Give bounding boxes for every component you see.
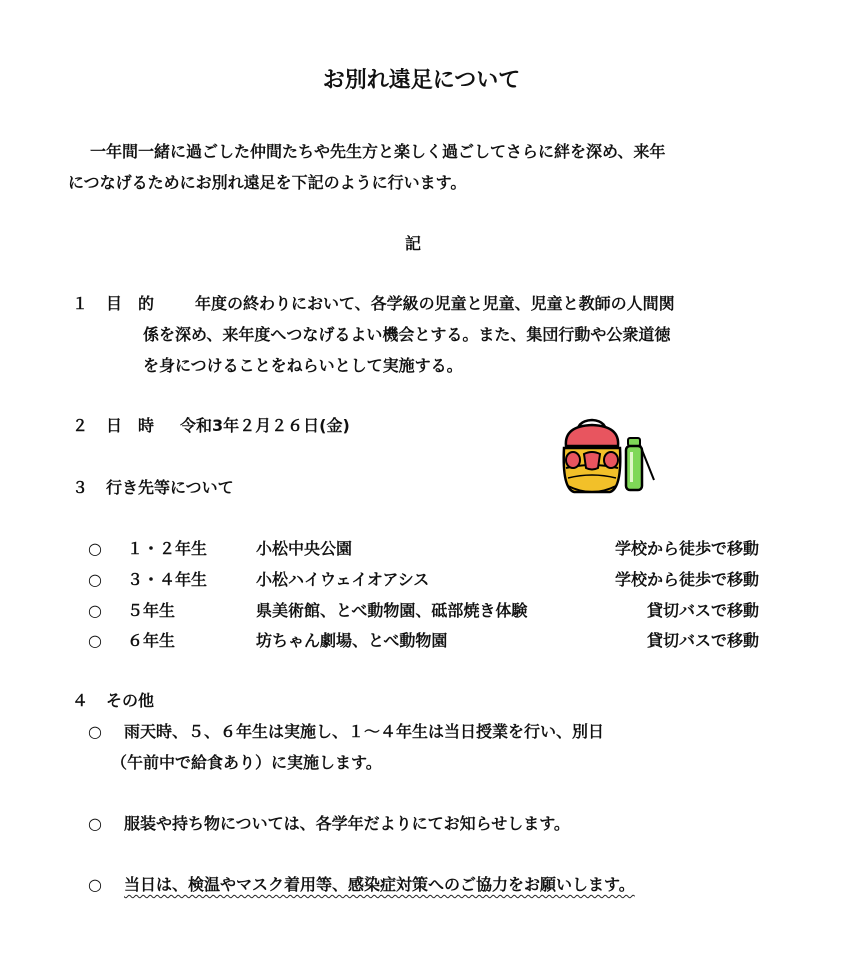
row-transport: 学校から徒歩で移動 xyxy=(614,539,759,558)
row-transport: 学校から徒歩で移動 xyxy=(614,570,759,589)
note-rain-line-2: （午前中で給食あり）に実施します。 xyxy=(111,753,382,772)
note-bullet: ○ xyxy=(88,814,102,833)
row-grade: ６年生 xyxy=(127,631,176,650)
intro-line-1: 一年間一緒に過ごした仲間たちや先生方と楽しく過ごしてさらに絆を深め、来年 xyxy=(90,142,666,161)
event-date: 令和3年２月２６日(金) xyxy=(180,416,350,435)
row-grade: ３・４年生 xyxy=(127,570,208,589)
row-bullet: ○ xyxy=(88,601,102,620)
section-number: ２ xyxy=(72,416,89,435)
section-label: その他 xyxy=(106,691,155,710)
section-label: 行き先等について xyxy=(106,478,234,497)
note-bullet: ○ xyxy=(88,875,102,894)
row-place: 坊ちゃん劇場、とべ動物園 xyxy=(256,631,448,650)
row-place: 小松ハイウェイオアシス xyxy=(256,570,430,589)
section-label: 日 時 xyxy=(106,416,155,435)
row-grade: １・２年生 xyxy=(127,539,208,558)
note-bullet: ○ xyxy=(88,722,102,741)
note-rain-line-1: 雨天時、５、６年生は実施し、１～４年生は当日授業を行い、別日 xyxy=(124,722,605,741)
row-bullet: ○ xyxy=(88,570,102,589)
note-infection-control: 当日は、検温やマスク着用等、感染症対策へのご協力をお願いします。 xyxy=(124,875,635,894)
row-place: 小松中央公園 xyxy=(256,539,353,558)
row-transport: 貸切バスで移動 xyxy=(646,601,759,620)
section-number: ３ xyxy=(72,478,89,497)
row-transport: 貸切バスで移動 xyxy=(646,631,759,650)
section-number: ４ xyxy=(72,691,89,710)
row-place: 県美術館、とべ動物園、砥部焼き体験 xyxy=(256,601,528,620)
ki-heading: 記 xyxy=(405,234,422,253)
section-label: 目 的 xyxy=(106,294,155,313)
row-bullet: ○ xyxy=(88,539,102,558)
page-title: お別れ遠足について xyxy=(322,68,521,93)
note-clothing: 服装や持ち物については、各学年だよりにてお知らせします。 xyxy=(124,814,570,833)
intro-line-2: につなげるためにお別れ遠足を下記のように行います。 xyxy=(68,173,467,192)
row-grade: ５年生 xyxy=(127,601,176,620)
purpose-line-1: 年度の終わりにおいて、各学級の児童と児童、児童と教師の人間関 xyxy=(195,294,675,313)
section-number: １ xyxy=(72,294,89,313)
row-bullet: ○ xyxy=(88,631,102,650)
purpose-line-2: 係を深め、来年度へつなげるよい機会とする。また、集団行動や公衆道徳 xyxy=(143,325,671,344)
purpose-line-3: を身につけることをねらいとして実施する。 xyxy=(143,356,463,375)
backpack-and-water-bottle-icon xyxy=(560,416,660,496)
